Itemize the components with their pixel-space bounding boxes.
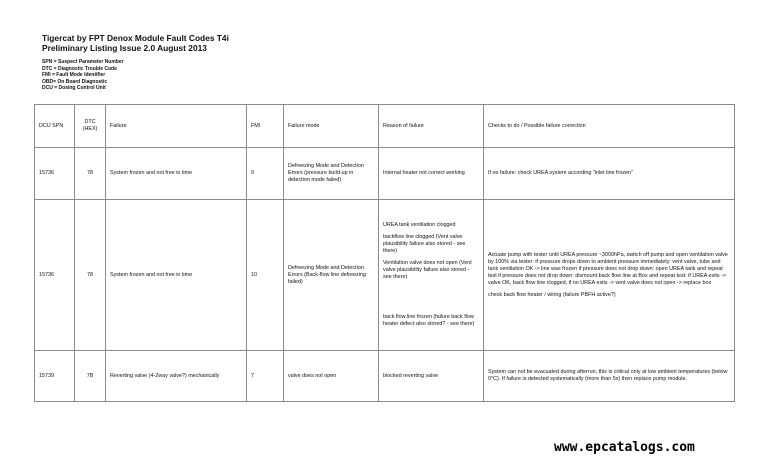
- cell-checks: [484, 148, 735, 200]
- header-reason: Reason of failure: [379, 105, 484, 148]
- cell-checks: [484, 200, 735, 351]
- watermark-text: www.epcatalogs.com: [554, 440, 695, 455]
- legend-item: SPN = Suspect Parameter Number: [42, 59, 124, 65]
- fault-code-table: [34, 104, 735, 402]
- cell-spn: 15739: [35, 351, 75, 402]
- cell-failure: Reverting valve (4-2way valve?) mechanically: [106, 351, 247, 402]
- document-title: [42, 33, 229, 53]
- cell-reason: [379, 351, 484, 402]
- cell-failure: System frozen and not free in time: [106, 148, 247, 200]
- cell-failure: System frozen and not free in time: [106, 200, 247, 351]
- table-row: [35, 200, 735, 351]
- cell-failure-mode: Defreezing Mode and Detection Errors (Back-flow line defreezing failed): [284, 200, 379, 351]
- header-fmi: FMI: [247, 105, 284, 148]
- cell-dtc: 78: [75, 200, 106, 351]
- table-row: [35, 148, 735, 200]
- checks-text: check back flow heater / wiring (failure PBFH active?): [488, 291, 616, 298]
- cell-fmi: 9: [247, 148, 284, 200]
- reason-text: Ventilation valve does not open (Vent valve plausibility failure also stored - see there): [383, 260, 472, 280]
- cell-reason: [379, 148, 484, 200]
- header-failure: Failure: [106, 105, 247, 148]
- table-row: [35, 351, 735, 402]
- legend-item: FMI = Fault Mode Identifier: [42, 72, 106, 79]
- checks-text: Actuate pump with tester until UREA pressure ~3000hPa, switch off pump and open ventilation valve by 100% via tester: if pressure drops down to ambient pressure immediately: vent valve, tube and tank ventilation OK -> line was frozen if pressure does not drop down: open UREA tank and repeat test if pressure does not drop down: dismount back flow line at Box and repeat test: if UREA exits -> valve OK, back flow line clogged, if no UREA exits -> vent valve does not open -> replace box: [488, 251, 728, 286]
- cell-failure-mode: Defreezing Mode and Detection Errors (pressure build-up in detection mode failed): [284, 148, 379, 200]
- reason-text: Internal heater not correct working: [383, 170, 465, 176]
- legend-item: DCU = Dosing Control Unit: [42, 85, 106, 92]
- cell-checks: [484, 351, 735, 402]
- reason-text: back flow line frozen (failure back flow heater defect also stored? - see there): [383, 314, 475, 327]
- header-dtc: [75, 105, 106, 148]
- header-checks: Checks to do / Possible failure correction: [484, 105, 735, 148]
- abbreviation-legend: [42, 59, 124, 92]
- cell-dtc: 78: [75, 148, 106, 200]
- checks-text: If no failure: check UREA system according "inlet line frozen": [488, 170, 633, 176]
- checks-text: System can not be evacuated during afterrun, this is critical only at low ambient temperatures (below 0°C). If failure is detected systematically (more than 5x) then replace pump module.: [488, 369, 728, 382]
- cell-reason: [379, 200, 484, 351]
- cell-failure-mode: valve does not open: [284, 351, 379, 402]
- legend-item: DTC = Diagnostic Trouble Code: [42, 65, 117, 72]
- header-dtc-line-2: (HEX): [82, 126, 98, 132]
- table-header-row: [35, 105, 735, 148]
- legend-item: OBD= On Board Diagnostic: [42, 78, 108, 85]
- title-line-2: Preliminary Listing Issue 2.0 August 2013: [42, 43, 207, 53]
- title-line-1: Tigercat by FPT Denox Module Fault Codes T4i: [42, 33, 229, 43]
- cell-spn: 15736: [35, 200, 75, 351]
- header-dcu-spn: DCU SPN: [35, 105, 75, 148]
- reason-spacer: [383, 286, 479, 314]
- cell-spn: 15736: [35, 148, 75, 200]
- reason-text: backflow line clogged (Vent valve plausibility failure also stored - see there): [383, 234, 466, 254]
- cell-dtc: 7B: [75, 351, 106, 402]
- reason-text: UREA tank ventilation clogged: [383, 222, 456, 228]
- cell-fmi: 10: [247, 200, 284, 351]
- header-failure-mode: Failure mode: [284, 105, 379, 148]
- reason-text: blocked reverting valve: [383, 372, 439, 379]
- cell-fmi: 7: [247, 351, 284, 402]
- header-dtc-line-1: DTC: [84, 119, 96, 125]
